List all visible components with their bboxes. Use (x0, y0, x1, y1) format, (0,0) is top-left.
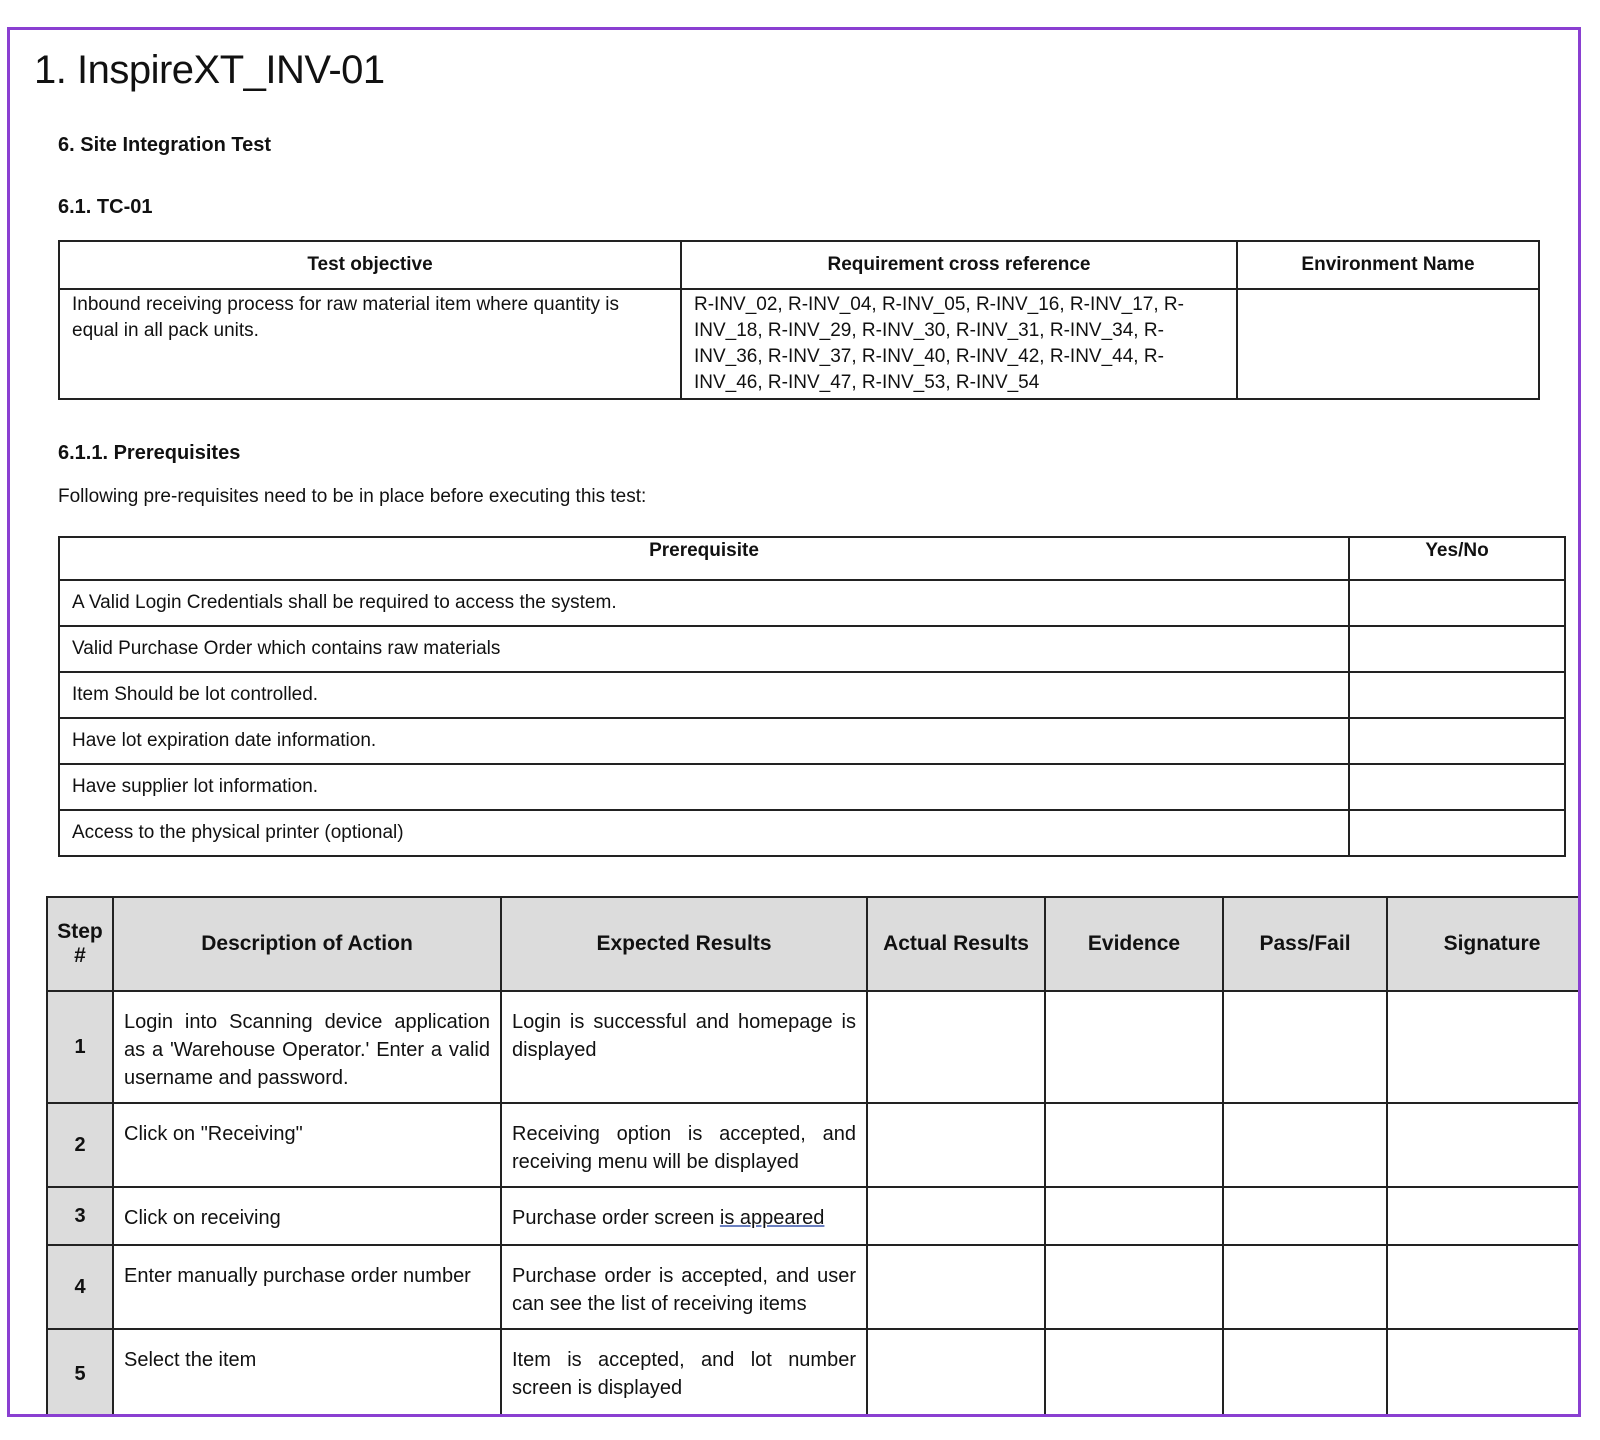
step-row (47, 1187, 1581, 1245)
prerequisites-table (58, 536, 1566, 857)
signature-cell[interactable] (1387, 991, 1581, 1103)
header-step-number: Step # (47, 897, 113, 991)
yes-no-cell[interactable] (1349, 626, 1565, 672)
prerequisite-row (59, 672, 1565, 718)
prerequisite-text: Item Should be lot controlled. (59, 672, 1349, 718)
prerequisite-row (59, 718, 1565, 764)
signature-cell[interactable] (1387, 1245, 1581, 1329)
actual-results-cell[interactable] (867, 1245, 1045, 1329)
pass-fail-cell[interactable] (1223, 1187, 1387, 1245)
step-expected: Login is successful and homepage is displayed (501, 991, 867, 1103)
evidence-cell[interactable] (1045, 1329, 1223, 1417)
step-expected-text: Purchase order screen (512, 1207, 720, 1229)
step-expected (501, 1187, 867, 1245)
header-evidence: Evidence (1045, 897, 1223, 991)
step-row (47, 1329, 1581, 1417)
step-row (47, 1103, 1581, 1187)
environment-cell[interactable] (1237, 289, 1539, 399)
yes-no-cell[interactable] (1349, 718, 1565, 764)
test-objective-cell: Inbound receiving process for raw material item where quantity is equal in all pack units. (59, 289, 681, 399)
prerequisite-text: Valid Purchase Order which contains raw materials (59, 626, 1349, 672)
document-frame (7, 27, 1581, 1417)
evidence-cell[interactable] (1045, 1187, 1223, 1245)
step-number: 5 (47, 1329, 113, 1417)
requirements-cell: R-INV_02, R-INV_04, R-INV_05, R-INV_16, R-INV_17, R-INV_18, R-INV_29, R-INV_30, R-INV_31, R-INV_34, R-INV_36, R-INV_37, R-INV_40, R-INV_42, R-INV_44, R-INV_46, R-INV_47, R-INV_53, R-INV_54 (681, 289, 1237, 399)
prerequisite-text: A Valid Login Credentials shall be required to access the system. (59, 580, 1349, 626)
yes-no-cell[interactable] (1349, 580, 1565, 626)
header-test-objective: Test objective (59, 241, 681, 289)
step-action: Click on receiving (113, 1187, 501, 1245)
step-number: 1 (47, 991, 113, 1103)
step-number: 3 (47, 1187, 113, 1245)
header-prerequisite: Prerequisite (59, 537, 1349, 580)
prerequisite-row (59, 810, 1565, 856)
step-action: Click on "Receiving" (113, 1103, 501, 1187)
signature-cell[interactable] (1387, 1103, 1581, 1187)
prerequisite-text: Access to the physical printer (optional) (59, 810, 1349, 856)
pass-fail-cell[interactable] (1223, 1329, 1387, 1417)
prerequisites-intro: Following pre-requisites need to be in place before executing this test: (58, 486, 647, 507)
actual-results-cell[interactable] (867, 1329, 1045, 1417)
yes-no-cell[interactable] (1349, 764, 1565, 810)
step-action: Login into Scanning device application as a 'Warehouse Operator.' Enter a valid username and password. (113, 991, 501, 1103)
header-pass-fail: Pass/Fail (1223, 897, 1387, 991)
objective-row (59, 289, 1539, 399)
objective-table (58, 240, 1540, 400)
actual-results-cell[interactable] (867, 991, 1045, 1103)
pass-fail-cell[interactable] (1223, 1103, 1387, 1187)
objective-header-row (59, 241, 1539, 289)
step-number: 4 (47, 1245, 113, 1329)
signature-cell[interactable] (1387, 1187, 1581, 1245)
prerequisite-row (59, 626, 1565, 672)
step-number: 2 (47, 1103, 113, 1187)
header-expected-results: Expected Results (501, 897, 867, 991)
evidence-cell[interactable] (1045, 1103, 1223, 1187)
steps-header-row (47, 897, 1581, 991)
step-expected: Receiving option is accepted, and receiving menu will be displayed (501, 1103, 867, 1187)
prerequisite-text: Have lot expiration date information. (59, 718, 1349, 764)
step-expected: Item is accepted, and lot number screen is displayed (501, 1329, 867, 1417)
evidence-cell[interactable] (1045, 991, 1223, 1103)
actual-results-cell[interactable] (867, 1103, 1045, 1187)
document-title: 1. InspireXT_INV-01 (34, 48, 385, 92)
test-steps-table (46, 896, 1581, 1417)
step-action: Enter manually purchase order number (113, 1245, 501, 1329)
actual-results-cell[interactable] (867, 1187, 1045, 1245)
header-yes-no: Yes/No (1349, 537, 1565, 580)
evidence-cell[interactable] (1045, 1245, 1223, 1329)
prerequisite-row (59, 580, 1565, 626)
section-heading: 6. Site Integration Test (58, 134, 271, 156)
pass-fail-cell[interactable] (1223, 1245, 1387, 1329)
yes-no-cell[interactable] (1349, 810, 1565, 856)
step-action: Select the item (113, 1329, 501, 1417)
prerequisites-heading: 6.1.1. Prerequisites (58, 442, 241, 464)
step-row (47, 991, 1581, 1103)
prerequisites-header-row (59, 537, 1565, 580)
prerequisite-text: Have supplier lot information. (59, 764, 1349, 810)
yes-no-cell[interactable] (1349, 672, 1565, 718)
test-case-heading: 6.1. TC-01 (58, 196, 153, 218)
pass-fail-cell[interactable] (1223, 991, 1387, 1103)
header-actual-results: Actual Results (867, 897, 1045, 991)
step-expected: Purchase order is accepted, and user can see the list of receiving items (501, 1245, 867, 1329)
signature-cell[interactable] (1387, 1329, 1581, 1417)
prerequisite-row (59, 764, 1565, 810)
header-requirement-cross-reference: Requirement cross reference (681, 241, 1237, 289)
step-row (47, 1245, 1581, 1329)
header-description-of-action: Description of Action (113, 897, 501, 991)
header-environment-name: Environment Name (1237, 241, 1539, 289)
step-expected-underlined-text: is appeared (719, 1207, 825, 1229)
header-signature: Signature (1387, 897, 1581, 991)
